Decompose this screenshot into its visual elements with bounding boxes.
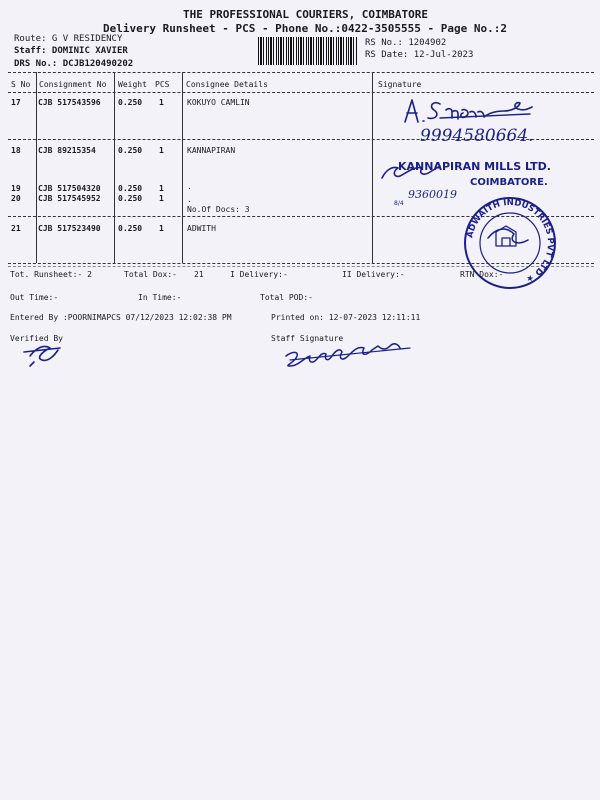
staff-signature-label: Staff Signature xyxy=(271,334,344,343)
row-17-sno: 17 xyxy=(11,98,21,107)
entered-by: Entered By :POORNIMAPCS 07/12/2023 12:02:38 PM xyxy=(10,313,232,322)
col-sno: S No xyxy=(11,80,31,89)
row-19-weight: 0.250 xyxy=(118,184,143,193)
row-20-consignee: . xyxy=(187,195,192,204)
ii-delivery: II Delivery:- xyxy=(342,270,405,279)
row-21-weight: 0.250 xyxy=(118,224,143,233)
col-consignment: Consignment No xyxy=(39,80,107,89)
rtn-dox: RTN Dox:- xyxy=(460,270,504,279)
total-pod: Total POD:- xyxy=(260,293,313,302)
col-signature: Signature xyxy=(378,80,422,89)
row-20-consignment: CJB 517545952 xyxy=(38,194,101,203)
out-time: Out Time:- xyxy=(10,293,59,302)
row-21-sno: 21 xyxy=(11,224,21,233)
row-19-consignment: CJB 517504320 xyxy=(38,184,101,193)
row-18-consignment: CJB 89215354 xyxy=(38,146,96,155)
stamp-city-line: COIMBATORE. xyxy=(470,177,548,188)
rs-date: RS Date: 12-Jul-2023 xyxy=(365,50,474,60)
tot-runsheet: Tot. Runsheet:- 2 xyxy=(10,270,92,279)
row-17-consignment: CJB 517543596 xyxy=(38,98,101,107)
row-20-sno: 20 xyxy=(11,194,21,203)
row-20-weight: 0.250 xyxy=(118,194,143,203)
row-21-consignee: ADWITH xyxy=(187,224,216,233)
runsheet-subtitle: Delivery Runsheet - PCS - Phone No.:0422-3505555 - Page No.:2 xyxy=(103,22,507,35)
col-pcs: PCS xyxy=(155,80,170,89)
seal-ring-text: ADWAITH INDUSTRIES PVT LTD ★ xyxy=(465,197,556,285)
i-delivery: I Delivery:- xyxy=(230,270,288,279)
total-dox-label: Total Dox:- xyxy=(124,270,177,279)
row-19-consignee: . xyxy=(187,182,192,191)
rs-number: RS No.: 1204902 xyxy=(365,38,447,48)
stamp-company-line: KANNAPIRAN MILLS LTD. xyxy=(398,160,551,173)
row-19-pcs: 1 xyxy=(159,184,164,193)
row-19-sno: 19 xyxy=(11,184,21,193)
total-dox-value: 21 xyxy=(194,270,204,279)
drs-number: DRS No.: DCJB120490202 xyxy=(14,59,134,69)
row-18-phone-handwritten: 9360019 xyxy=(408,188,457,201)
row-21-consignment: CJB 517523490 xyxy=(38,224,101,233)
route-label: Route: G V RESIDENCY xyxy=(14,34,123,44)
row-20-pcs: 1 xyxy=(159,194,164,203)
row-17-weight: 0.250 xyxy=(118,98,143,107)
row-21-pcs: 1 xyxy=(159,224,164,233)
stamp-small-mark: 8/4 xyxy=(394,200,404,207)
staff-label: Staff: DOMINIC XAVIER xyxy=(14,46,128,56)
row-18-weight: 0.250 xyxy=(118,146,143,155)
col-weight: Weight xyxy=(118,80,147,89)
row-18-consignee: KANNAPIRAN xyxy=(187,146,236,155)
row-18-sno: 18 xyxy=(11,146,21,155)
row-18-pcs: 1 xyxy=(159,146,164,155)
row-17-consignee: KOKUYO CAMLIN xyxy=(187,98,250,107)
verified-by: Verified By xyxy=(10,334,63,343)
col-consignee: Consignee Details xyxy=(186,80,268,89)
printed-on: Printed on: 12-07-2023 12:11:11 xyxy=(271,313,421,322)
in-time: In Time:- xyxy=(138,293,182,302)
row-17-phone-handwritten: 9994580664. xyxy=(420,126,534,146)
company-title: THE PROFESSIONAL COURIERS, COIMBATORE xyxy=(183,8,429,21)
row-17-pcs: 1 xyxy=(159,98,164,107)
docs-count-note: No.Of Docs: 3 xyxy=(187,205,250,214)
